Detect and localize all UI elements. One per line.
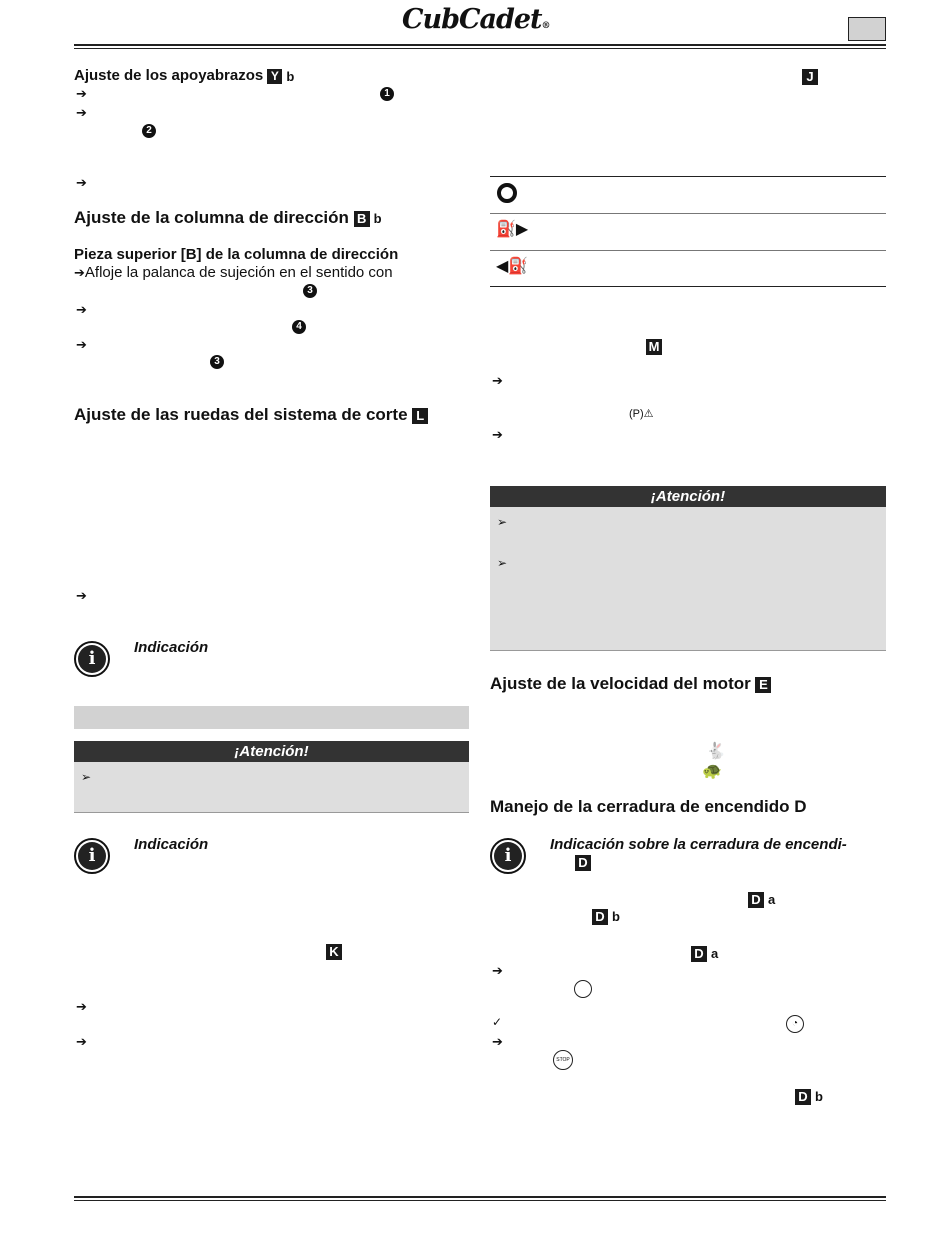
figure-tag-sub: b <box>286 68 295 84</box>
figure-tag-m-wrap <box>646 338 662 356</box>
step-number: 4 <box>292 320 306 334</box>
ref-d-a: D a <box>748 891 775 909</box>
indication-label: Indicación <box>134 639 209 656</box>
figure-tag-d-wrap <box>575 854 591 872</box>
arrow-bullet: ➔ <box>492 963 503 978</box>
arrow-bullet: ➔ <box>76 337 87 352</box>
info-icon: i <box>490 838 526 874</box>
figure-tag-sub: b <box>373 211 382 227</box>
arrow-bullet: ➔ <box>76 999 87 1014</box>
footer-rule <box>74 1196 886 1201</box>
triangle-bullet-icon: ➢ <box>497 515 508 529</box>
figure-tag-d: D <box>575 855 591 871</box>
table-rule-bottom <box>490 286 886 287</box>
figure-tag-l: L <box>412 408 428 424</box>
arrow-bullet: ➔ <box>76 105 87 120</box>
fuel-open-icon: ⛽▶ <box>496 221 529 238</box>
step-number: 2 <box>142 124 156 138</box>
grey-band <box>74 706 469 729</box>
figure-tag-k: K <box>326 944 342 960</box>
table-rule <box>490 213 886 214</box>
step-number: 3 <box>210 355 224 369</box>
arrow-bullet: ➔ <box>492 427 503 442</box>
steering-upper-text: ➔Afloje la palanca de sujeción en el sentido con <box>74 264 393 281</box>
language-box <box>848 17 886 41</box>
steering-heading: Ajuste de la columna de dirección B b <box>74 208 382 227</box>
header-rule <box>74 44 886 49</box>
figure-tag-k-wrap <box>326 943 342 961</box>
figure-tag-b: B <box>354 211 370 227</box>
turtle-icon: 🐢 <box>702 763 722 780</box>
arrow-bullet: ➔ <box>492 373 503 388</box>
table-rule-top <box>490 176 886 177</box>
figure-tag-e: E <box>755 677 771 693</box>
table-rule <box>490 250 886 251</box>
step-number: 1 <box>380 87 394 101</box>
arrow-bullet: ➔ <box>76 588 87 603</box>
arrow-bullet: ➔ <box>492 1034 503 1049</box>
ref-d-b: D b <box>795 1088 823 1106</box>
info-icon: i <box>74 838 110 874</box>
checkmark-icon: ✓ <box>492 1015 503 1029</box>
brand-logo: CubCadet® <box>402 4 550 35</box>
engine-speed-heading: Ajuste de la velocidad del motor E <box>490 674 771 694</box>
off-ring-icon <box>497 183 517 203</box>
ref-d-b: D b <box>592 908 620 926</box>
figure-tag-m: M <box>646 339 662 355</box>
ignition-heading: Manejo de la cerradura de encendido D <box>490 797 807 816</box>
armrests-heading: Ajuste de los apoyabrazos Y b <box>74 67 295 84</box>
step-number: 3 <box>303 284 317 298</box>
arrow-bullet: ➔ <box>76 175 87 190</box>
clock-icon: ◔ <box>786 1015 804 1033</box>
warning-header: ¡Atención! <box>74 741 469 762</box>
arrow-bullet: ➔ <box>76 86 87 101</box>
warning-body <box>490 507 886 651</box>
ignition-indication-label: Indicación sobre la cerradura de encendi- <box>550 836 847 853</box>
figure-tag-j: J <box>802 69 818 85</box>
arrow-bullet: ➔ <box>76 1034 87 1049</box>
triangle-bullet-icon: ➢ <box>81 770 92 784</box>
warning-body <box>74 762 469 813</box>
steering-upper-heading: Pieza superior [B] de la columna de dirección <box>74 246 399 263</box>
cut-wheels-heading: Ajuste de las ruedas del sistema de corte L <box>74 405 428 425</box>
stop-icon: STOP <box>553 1050 573 1070</box>
arrow-bullet: ➔ <box>76 302 87 317</box>
indication-label: Indicación <box>134 836 209 853</box>
figure-tag-j-wrap <box>802 68 818 86</box>
figure-tag-y: Y <box>267 69 282 84</box>
ref-d-a: D a <box>691 945 718 963</box>
triangle-bullet-icon: ➢ <box>497 556 508 570</box>
rabbit-icon: 🐇 <box>706 743 726 760</box>
parking-brake-icon: (P)⚠ <box>629 408 654 420</box>
warning-header: ¡Atención! <box>490 486 886 507</box>
key-position-icon <box>574 980 592 998</box>
fuel-closed-icon: ◀⛽ <box>496 258 529 275</box>
info-icon: i <box>74 641 110 677</box>
